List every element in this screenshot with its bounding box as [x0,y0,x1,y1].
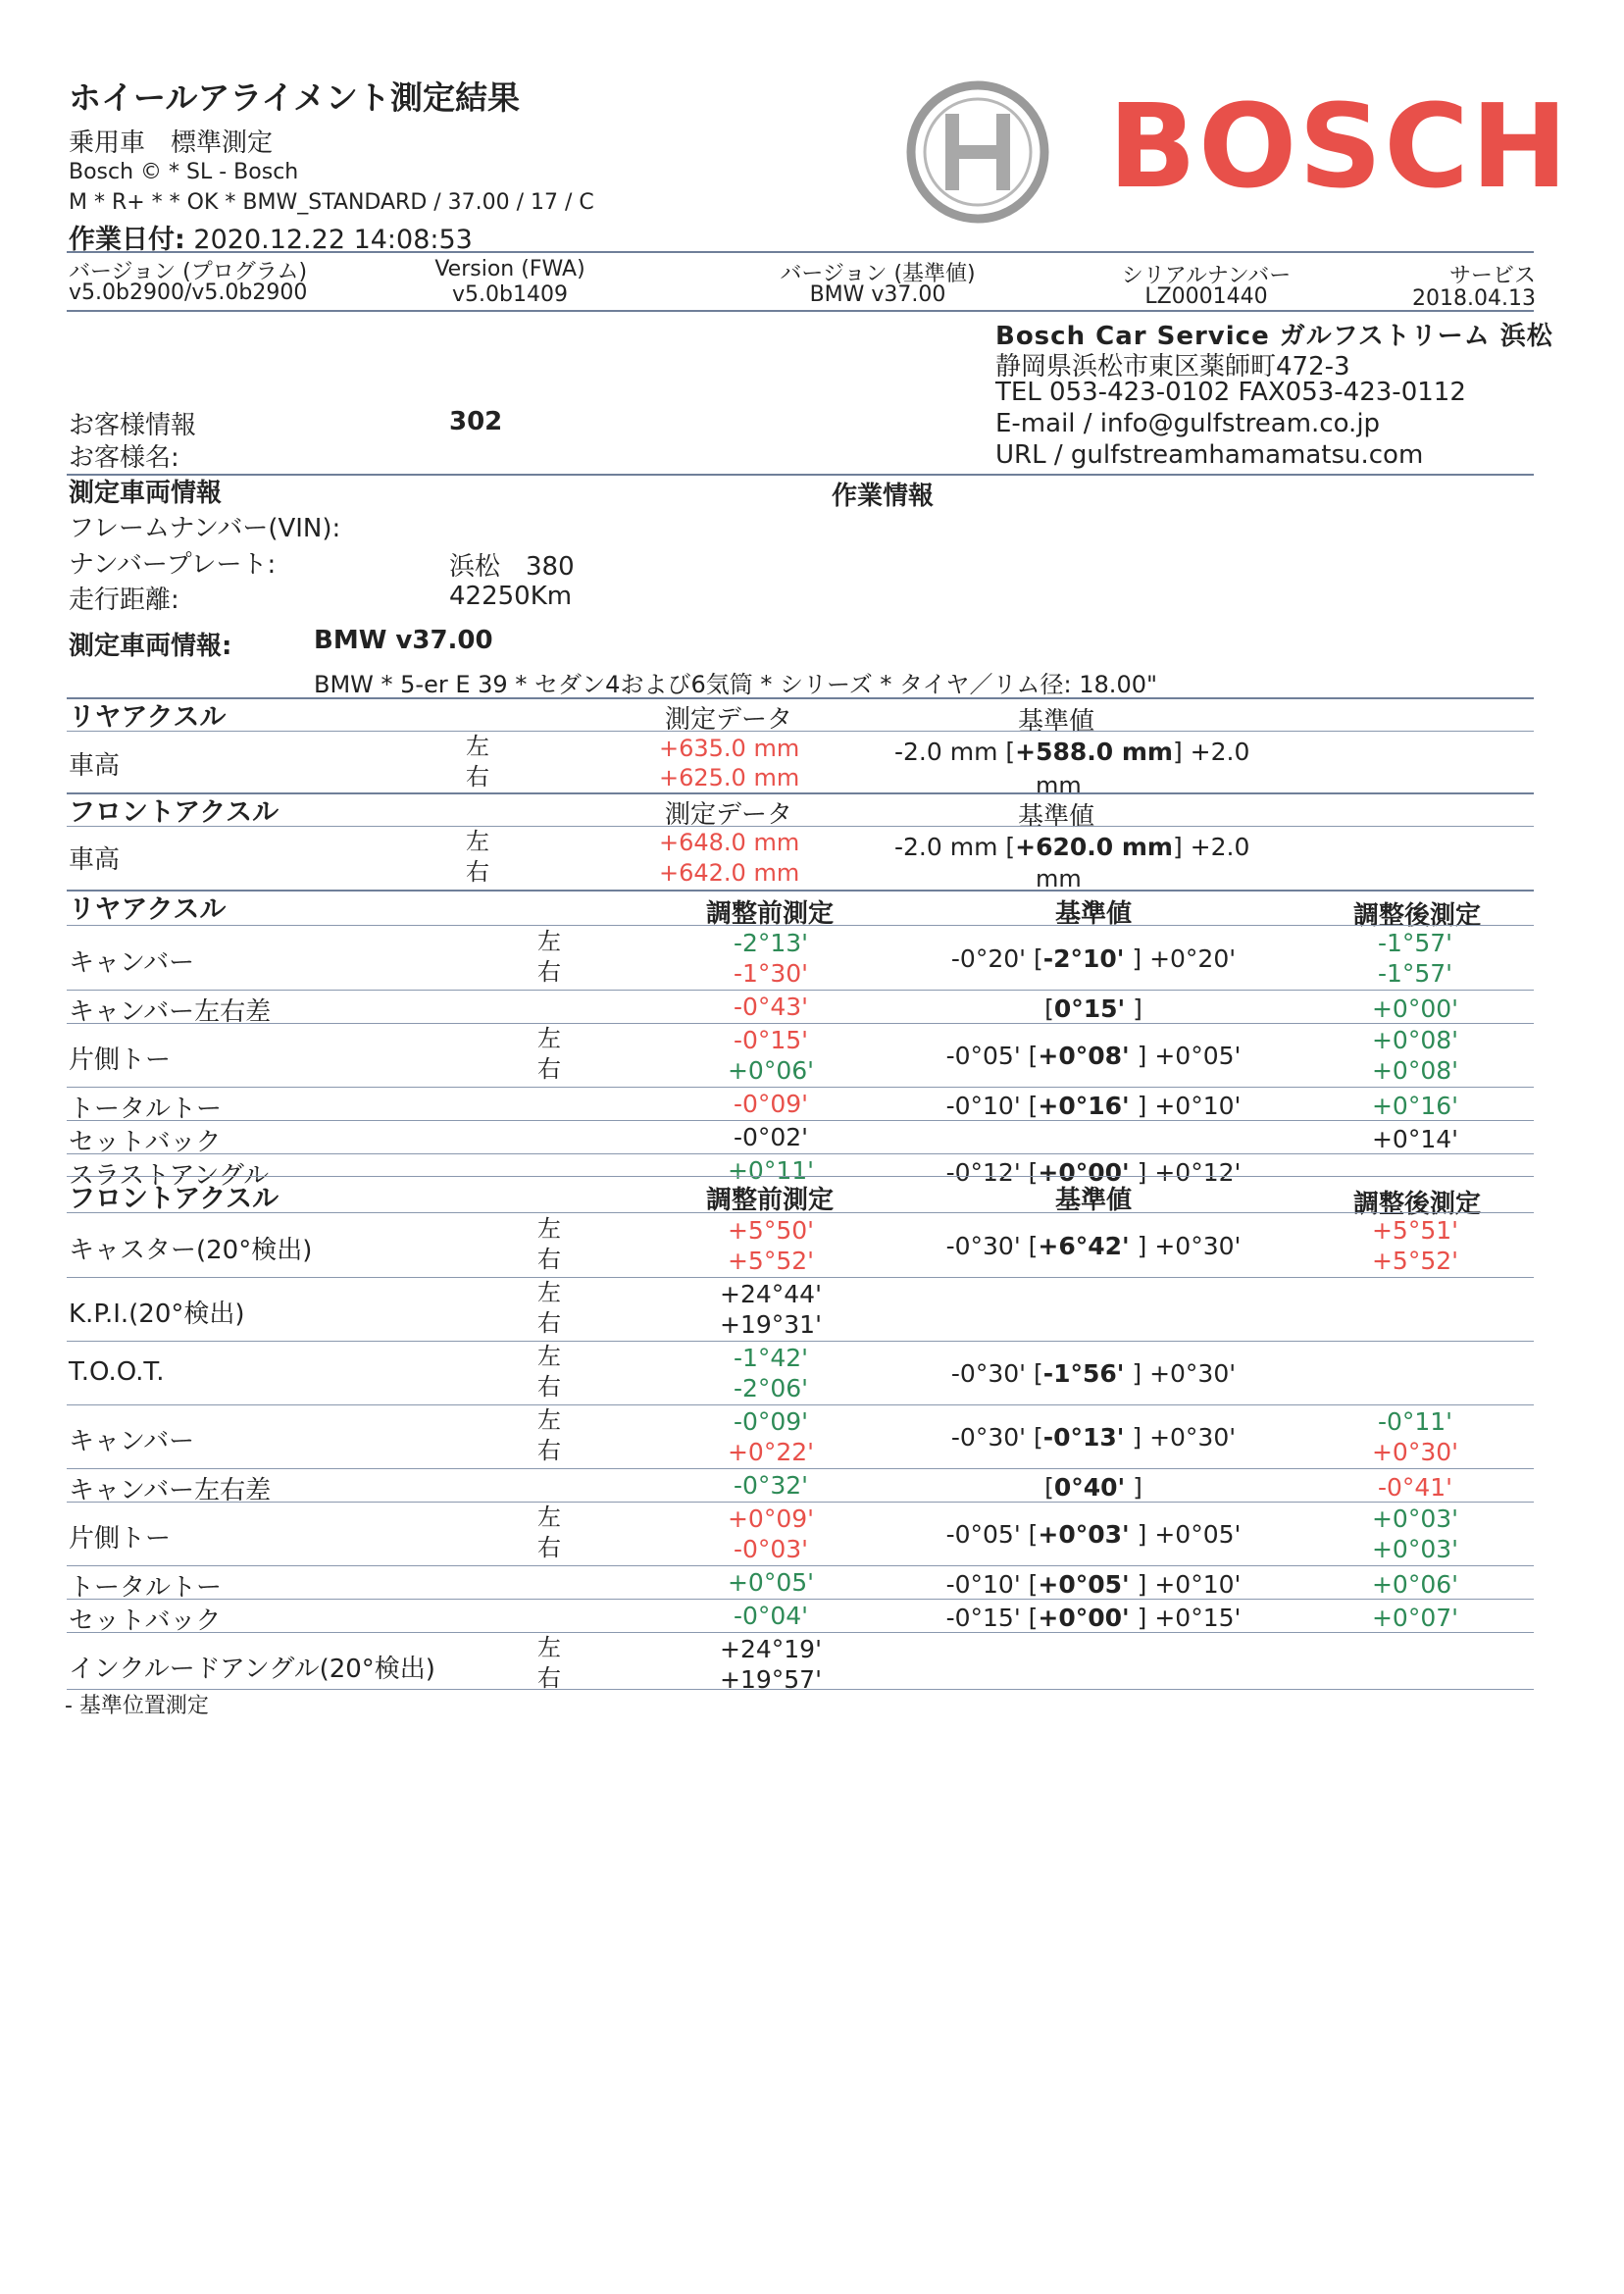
customer-name-label: お客様名: [69,443,179,473]
divider [67,826,1534,827]
front-before-left: +24°19' [720,1635,822,1663]
rear-row-label: キャンバー左右差 [69,997,272,1027]
rear-after: +0°16' [1371,1092,1459,1120]
divider [67,990,1534,991]
service-label: サービス [1448,264,1536,288]
divider [67,474,1534,476]
spec-pre: -2.0 mm [ [894,833,1016,861]
shop-address: 静岡県浜松市東区薬師町472-3 [995,352,1350,382]
left-right-labels [537,1278,561,1339]
front-row-label: キャンバー左右差 [69,1476,272,1505]
front-after: -0°41' [1377,1473,1453,1502]
model-value: BMW v37.00 [314,626,493,655]
divider [67,697,1534,699]
rear-before-header: 調整前測定 [705,899,834,929]
rear-before-left: -2°13' [733,929,809,957]
spec-pre: -0°10' [ [945,1570,1039,1599]
right-label: 右 [537,1534,561,1561]
right-label: 右 [537,1055,561,1083]
right-label: 右 [466,763,489,790]
spec-post: ] [1125,1473,1142,1502]
front-spec [883,1473,1304,1502]
divider [67,925,1534,926]
front-after-right: +0°03' [1371,1535,1459,1563]
spec-mid: +0°05' [1038,1570,1130,1599]
rear-spec [883,944,1304,973]
rh-front-lr [466,827,489,888]
spec-post: ] +0°12' [1129,1158,1242,1187]
shop-email: E-mail / info@gulfstream.co.jp [995,409,1381,438]
spec-pre: -0°12' [ [945,1158,1039,1187]
divider [67,792,1534,794]
spec-post: ] +0°30' [1124,1359,1237,1388]
front-before-right: +0°22' [727,1438,815,1466]
rear-row-label: 片側トー [69,1045,172,1075]
left-label: 左 [537,1504,561,1531]
model-description: BMW * 5-er E 39 * セダン4および6気筒 * シリーズ * タイヤ／リム径: 18.00" [314,671,1158,698]
spec-mid: 0°40' [1053,1473,1126,1502]
spec-pre: -2.0 mm [ [894,738,1016,766]
divider [67,1120,1534,1121]
rear-after: +0°14' [1371,1125,1459,1153]
bosch-logo-icon [904,78,1051,226]
version-spec-value: BMW v37.00 [809,282,946,307]
spec-pre: -0°30' [ [950,1359,1043,1388]
spec-mid: +0°16' [1038,1092,1130,1120]
front-before-header: 調整前測定 [705,1186,834,1215]
divider [67,310,1534,312]
shop-url: URL / gulfstreamhamamatsu.com [995,440,1424,470]
right-label: 右 [537,1373,561,1401]
model-label: 測定車両情報: [69,632,232,661]
divider [67,1689,1534,1690]
spec-mid: +0°00' [1038,1158,1130,1187]
right-label: 右 [466,858,489,886]
rear-after-header: 調整後測定 [1352,901,1481,931]
front-row-label: 片側トー [69,1524,172,1554]
serial-value: LZ0001440 [1144,284,1268,309]
rh-rear-lr [466,732,489,792]
front-before: -0°32' [733,1471,809,1500]
spec-mid: +0°08' [1038,1042,1130,1070]
rear-after-right: +0°08' [1371,1056,1459,1085]
divider [67,1212,1534,1213]
spec-pre: -0°30' [ [950,1423,1043,1452]
customer-info-value: 302 [449,407,503,436]
header-line1: Bosch © * SL - Bosch [69,160,299,184]
front-before-right: -2°06' [733,1374,809,1402]
front-before-left: +5°50' [727,1216,815,1245]
rear-after-left: -1°57' [1377,929,1453,957]
front-before-left: +0°09' [727,1504,815,1533]
spec-mid: +6°42' [1038,1232,1130,1260]
rh-rear-spec-header: 基準値 [1018,707,1095,737]
work-date-label: 作業日付: [69,225,185,255]
divider [67,251,1534,253]
left-label: 左 [466,733,489,760]
shop-name: Bosch Car Service ガルフストリーム 浜松 [995,322,1553,351]
spec-post: ] [1125,994,1142,1023]
front-before-right: +5°52' [727,1247,815,1275]
spec-post: ] +0°05' [1129,1042,1242,1070]
right-label: 右 [537,1437,561,1464]
rh-front-title: フロントアクスル [69,797,279,828]
front-spec [883,1604,1304,1632]
spec-pre: -0°15' [ [945,1604,1039,1632]
front-after: +0°06' [1371,1570,1459,1599]
left-label: 左 [537,1634,561,1661]
rh-front-left: +648.0 mm [659,829,800,856]
front-before-left: -1°42' [733,1344,809,1372]
left-label: 左 [537,928,561,955]
rear-spec [883,994,1304,1023]
serial-label: シリアルナンバー [1121,264,1292,288]
front-after-right: +0°30' [1371,1438,1459,1466]
right-label: 右 [537,1309,561,1337]
spec-pre: -0°20' [ [950,944,1043,973]
rear-row-label: スラストアングル [69,1161,270,1191]
report-title: ホイールアライメント測定結果 [69,78,521,117]
front-after: +0°07' [1371,1604,1459,1632]
front-row-label: トータルトー [69,1573,223,1603]
rh-rear-left: +635.0 mm [659,735,800,762]
divider [67,1599,1534,1600]
spec-post: ] +0°30' [1124,1423,1237,1452]
divider [67,1087,1534,1088]
front-spec [883,1520,1304,1549]
vin-label: フレームナンバー(VIN): [69,514,341,543]
spec-post: ] +0°20' [1124,944,1237,973]
rh-front-spec [894,833,1249,861]
front-row-label: T.O.O.T. [69,1357,165,1387]
divider [67,1341,1534,1342]
rear-spec [883,1092,1304,1120]
bosch-logo-text: BOSCH [1108,78,1570,214]
spec-post: ] +2.0 [1172,833,1250,861]
version-fwa-value: v5.0b1409 [452,282,568,307]
version-fwa-label: Version (FWA) [434,257,585,281]
rh-rear-spec-unit: mm [1036,772,1082,799]
service-value: 2018.04.13 [1412,286,1536,311]
front-after-header: 調整後測定 [1352,1190,1481,1219]
front-after-left: +5°51' [1371,1216,1459,1245]
vehicle-section-label: 測定車両情報 [69,479,223,508]
divider [67,731,1534,732]
rear-before: +0°11' [727,1156,815,1185]
rh-rear-right: +625.0 mm [659,764,800,791]
left-right-labels [537,927,561,988]
rear-before-right: +0°06' [727,1056,815,1085]
spec-pre: -0°10' [ [945,1092,1039,1120]
rh-rear-measured-header: 測定データ [665,705,793,735]
divider [67,1468,1534,1469]
left-right-labels [537,1342,561,1402]
rear-row-label: キャンバー [69,948,195,978]
front-row-label: キャスター(20°検出) [69,1236,313,1265]
front-before-right: -0°03' [733,1535,809,1563]
rh-front-right: +642.0 mm [659,859,800,887]
left-label: 左 [537,1279,561,1306]
rear-before-left: -0°15' [733,1026,809,1054]
spec-post: ] +2.0 [1172,738,1250,766]
spec-mid: +0°03' [1038,1520,1130,1549]
rear-after-right: -1°57' [1377,959,1453,988]
divider [67,1404,1534,1405]
front-title: フロントアクスル [69,1184,279,1214]
spec-mid: +588.0 mm [1015,738,1173,766]
rear-before-right: -1°30' [733,959,809,988]
spec-post: ] +0°10' [1129,1570,1242,1599]
rear-row-label: トータルトー [69,1095,223,1124]
front-before: +0°05' [727,1568,815,1597]
rh-front-spec-header: 基準値 [1018,802,1095,832]
rh-front-spec-unit: mm [1036,865,1082,892]
spec-pre: -0°05' [ [945,1520,1039,1549]
front-before-right: +19°31' [720,1310,822,1339]
left-label: 左 [537,1343,561,1370]
left-right-labels [537,1405,561,1466]
spec-mid: -2°10' [1042,944,1125,973]
divider [67,1565,1534,1566]
front-before-left: +24°44' [720,1280,822,1308]
spec-post: ] +0°05' [1129,1520,1242,1549]
front-after-left: -0°11' [1377,1407,1453,1436]
rear-spec [883,1042,1304,1070]
left-label: 左 [537,1215,561,1243]
spec-mid: -1°56' [1042,1359,1125,1388]
front-spec-header: 基準値 [1054,1186,1132,1215]
front-before-right: +19°57' [720,1665,822,1694]
shop-tel: TEL 053-423-0102 FAX053-423-0112 [995,378,1466,407]
front-after-right: +5°52' [1371,1247,1459,1275]
spec-post: ] +0°30' [1129,1232,1242,1260]
divider [67,1023,1534,1024]
customer-info-label: お客様情報 [69,411,197,440]
rh-front-row-label: 車高 [69,845,121,875]
footer-note: - 基準位置測定 [65,1694,209,1718]
right-label: 右 [537,958,561,986]
front-spec [883,1359,1304,1388]
front-after-left: +0°03' [1371,1504,1459,1533]
spec-pre: [ [1044,1473,1054,1502]
left-label: 左 [537,1025,561,1052]
front-before: -0°04' [733,1602,809,1630]
version-spec-label: バージョン (基準値) [780,262,976,286]
left-label: 左 [537,1406,561,1434]
left-right-labels [537,1214,561,1275]
front-row-label: インクルードアングル(20°検出) [69,1655,435,1684]
version-program-value: v5.0b2900/v5.0b2900 [69,280,308,305]
front-before-left: -0°09' [733,1407,809,1436]
work-info-label: 作業情報 [832,482,935,511]
plate-label: ナンバープレート: [69,550,277,580]
rear-before: -0°09' [733,1090,809,1118]
spec-pre: -0°05' [ [945,1042,1039,1070]
rear-before: -0°02' [733,1123,809,1151]
front-row-label: キャンバー [69,1427,195,1456]
rear-after-left: +0°08' [1371,1026,1459,1054]
divider [67,1153,1534,1154]
rh-rear-row-label: 車高 [69,751,121,781]
spec-mid: 0°15' [1053,994,1126,1023]
spec-mid: -0°13' [1042,1423,1125,1452]
spec-mid: +0°00' [1038,1604,1130,1632]
front-spec [883,1423,1304,1452]
divider [67,1632,1534,1633]
rear-after: +0°00' [1371,994,1459,1023]
mileage-value: 42250Km [449,582,573,611]
divider [67,890,1534,892]
left-label: 左 [466,828,489,855]
mileage-label: 走行距離: [69,586,179,615]
front-spec [883,1232,1304,1260]
rh-front-measured-header: 測定データ [665,800,793,830]
version-program-label: バージョン (プログラム) [69,260,308,284]
divider [67,1176,1534,1177]
rear-title: リヤアクスル [69,894,227,925]
rear-before: -0°43' [733,993,809,1021]
spec-post: ] +0°10' [1129,1092,1242,1120]
front-row-label: セットバック [69,1606,222,1636]
right-label: 右 [537,1246,561,1273]
front-row-label: K.P.I.(20°検出) [69,1300,245,1329]
divider [67,1502,1534,1503]
header-line2: M * R+ * * OK * BMW_STANDARD / 37.00 / 17 / C [69,190,594,215]
rear-spec-header: 基準値 [1054,899,1132,929]
plate-value: 浜松 380 [449,552,575,582]
spec-pre: [ [1044,994,1054,1023]
front-spec [883,1570,1304,1599]
spec-pre: -0°30' [ [945,1232,1039,1260]
spec-post: ] +0°15' [1129,1604,1242,1632]
right-label: 右 [537,1664,561,1692]
rh-rear-title: リヤアクスル [69,702,227,733]
rh-rear-spec [894,738,1249,766]
left-right-labels [537,1633,561,1694]
divider [67,1277,1534,1278]
report-subtitle: 乗用車 標準測定 [69,128,274,158]
work-date-value: 2020.12.22 14:08:53 [193,225,473,255]
rear-row-label: セットバック [69,1128,222,1157]
left-right-labels [537,1024,561,1085]
left-right-labels [537,1503,561,1563]
spec-mid: +620.0 mm [1015,833,1173,861]
